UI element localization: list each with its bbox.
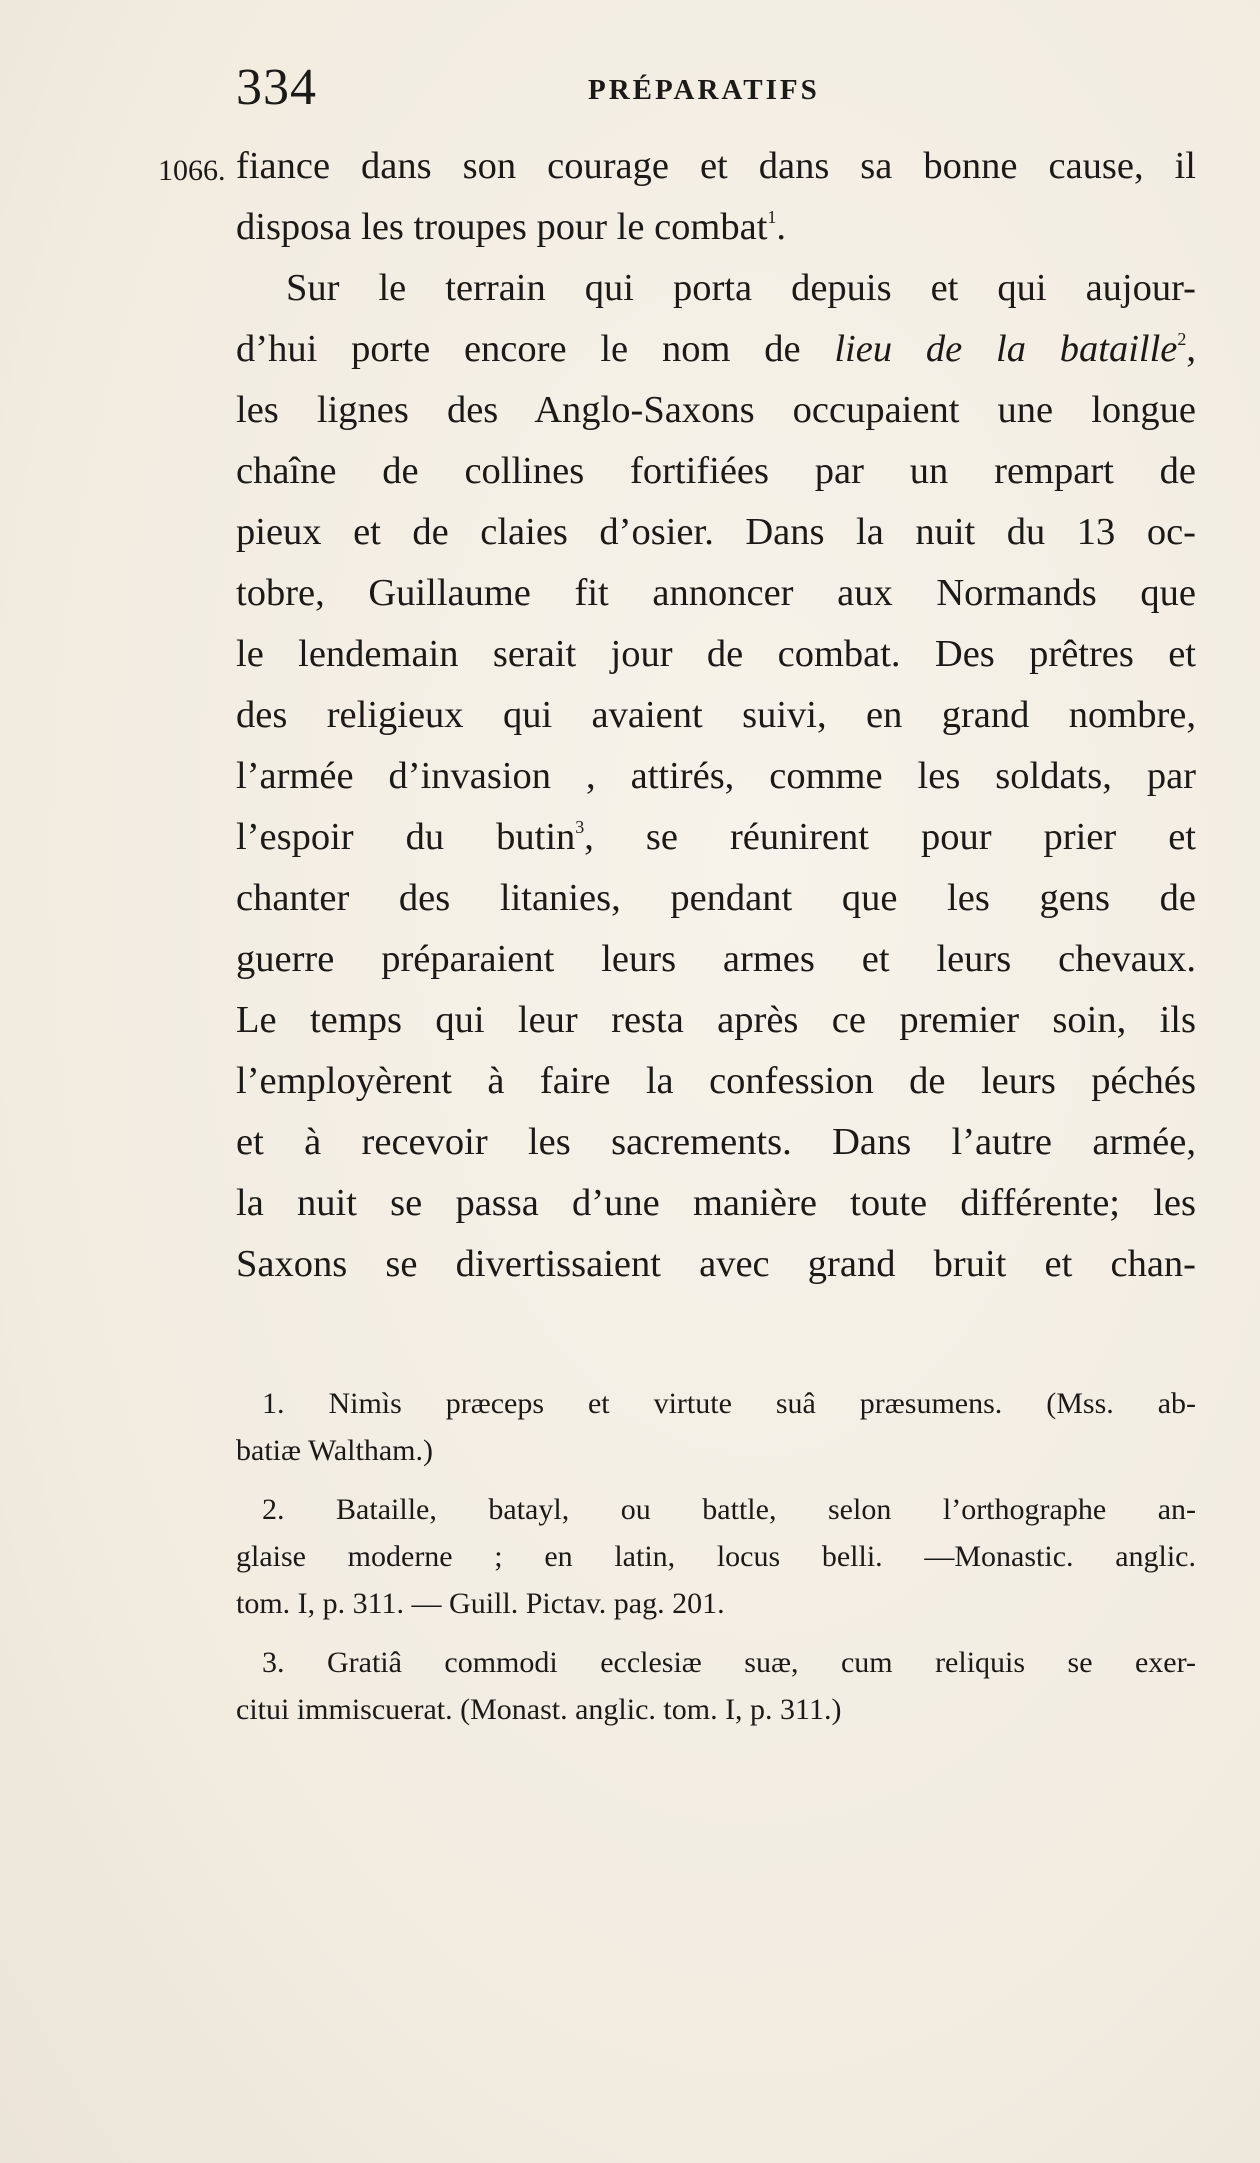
text-line: [236, 746, 1196, 807]
text-line-content: disposa les troupes pour le combat: [236, 206, 768, 248]
text-line: [236, 441, 1196, 502]
footnote-3: [236, 1639, 1196, 1733]
text-line-content: les lignes des Anglo-Saxons occupaient une longue: [236, 389, 1196, 431]
text-line-content: l’espoir du butin: [236, 816, 576, 858]
text-line-end: ,: [1186, 328, 1197, 370]
text-line: [236, 1112, 1196, 1173]
text-line: [236, 624, 1196, 685]
text-line: [236, 1051, 1196, 1112]
footnote-line: glaise moderne ; en latin, locus belli. —Monastic. anglic.: [236, 1540, 1196, 1573]
text-line: [236, 990, 1196, 1051]
text-line: [236, 197, 1196, 258]
text-line-content: Le temps qui leur resta après ce premier soin, ils: [236, 999, 1196, 1041]
text-line-content: et à recevoir les sacrements. Dans l’autre armée,: [236, 1121, 1196, 1163]
footnote-line: tom. I, p. 311. — Guill. Pictav. pag. 201.: [236, 1587, 725, 1620]
text-line-content: Sur le terrain qui porta depuis et qui aujour-: [286, 267, 1196, 309]
text-line-content: fiance dans son courage et dans sa bonne cause, il: [236, 145, 1196, 187]
text-line-content: le lendemain serait jour de combat. Des prêtres et: [236, 633, 1196, 675]
text-line-content: Saxons se divertissaient avec grand bruit et chan-: [236, 1243, 1196, 1285]
text-line: [236, 929, 1196, 990]
text-line: [236, 319, 1196, 380]
text-line-content: des religieux qui avaient suivi, en grand nombre,: [236, 694, 1196, 736]
text-line: [236, 1173, 1196, 1234]
text-line-content: tobre, Guillaume fit annoncer aux Normands que: [236, 572, 1196, 614]
body-text: [158, 136, 1197, 1295]
text-line: [236, 685, 1196, 746]
text-line: [236, 868, 1196, 929]
text-line: [236, 1234, 1196, 1295]
footnote-2: [236, 1486, 1196, 1627]
text-line-end: , se réunirent pour prier et: [584, 816, 1196, 858]
text-line: [158, 136, 1196, 197]
text-line: [236, 563, 1196, 624]
running-title: PRÉPARATIFS: [588, 74, 820, 106]
text-line-content: pieux et de claies d’osier. Dans la nuit du 13 oc-: [236, 511, 1196, 553]
text-line-end: .: [776, 206, 787, 248]
text-line-content: l’armée d’invasion , attirés, comme les soldats, par: [236, 755, 1196, 797]
text-line: [236, 807, 1196, 868]
page-header: [236, 58, 1154, 118]
text-line-content: l’employèrent à faire la confession de leurs péchés: [236, 1060, 1196, 1102]
footnote-line: 1. Nimìs præceps et virtute suâ præsumens. (Mss. ab-: [262, 1387, 1196, 1420]
footnote-line: citui immiscuerat. (Monast. anglic. tom. I, p. 311.): [236, 1693, 842, 1726]
footnote-line: 3. Gratiâ commodi ecclesiæ suæ, cum reliquis se exer-: [262, 1646, 1196, 1679]
text-line-content: chanter des litanies, pendant que les gens de: [236, 877, 1196, 919]
page-number: 334: [236, 59, 317, 116]
footnote-ref: 3: [575, 817, 585, 837]
text-line-content: guerre préparaient leurs armes et leurs chevaux.: [236, 938, 1196, 980]
text-line-content: la nuit se passa d’une manière toute différente; les: [236, 1182, 1196, 1224]
footnote-ref: 1: [767, 207, 777, 227]
text-line: [236, 380, 1196, 441]
footnote-line: 2. Bataille, batayl, ou battle, selon l’orthographe an-: [262, 1493, 1196, 1526]
footnotes: [236, 1380, 1196, 1745]
italic-phrase: lieu de la bataille: [834, 328, 1178, 370]
text-line: [236, 258, 1196, 319]
text-line-content: chaîne de collines fortifiées par un rempart de: [236, 450, 1196, 492]
margin-year: 1066.: [158, 154, 226, 187]
footnote-line: batiæ Waltham.): [236, 1434, 433, 1467]
footnote-1: [236, 1380, 1196, 1474]
footnote-ref: 2: [1177, 329, 1187, 349]
text-line: [236, 502, 1196, 563]
text-line-content: d’hui porte encore le nom de: [236, 328, 801, 370]
